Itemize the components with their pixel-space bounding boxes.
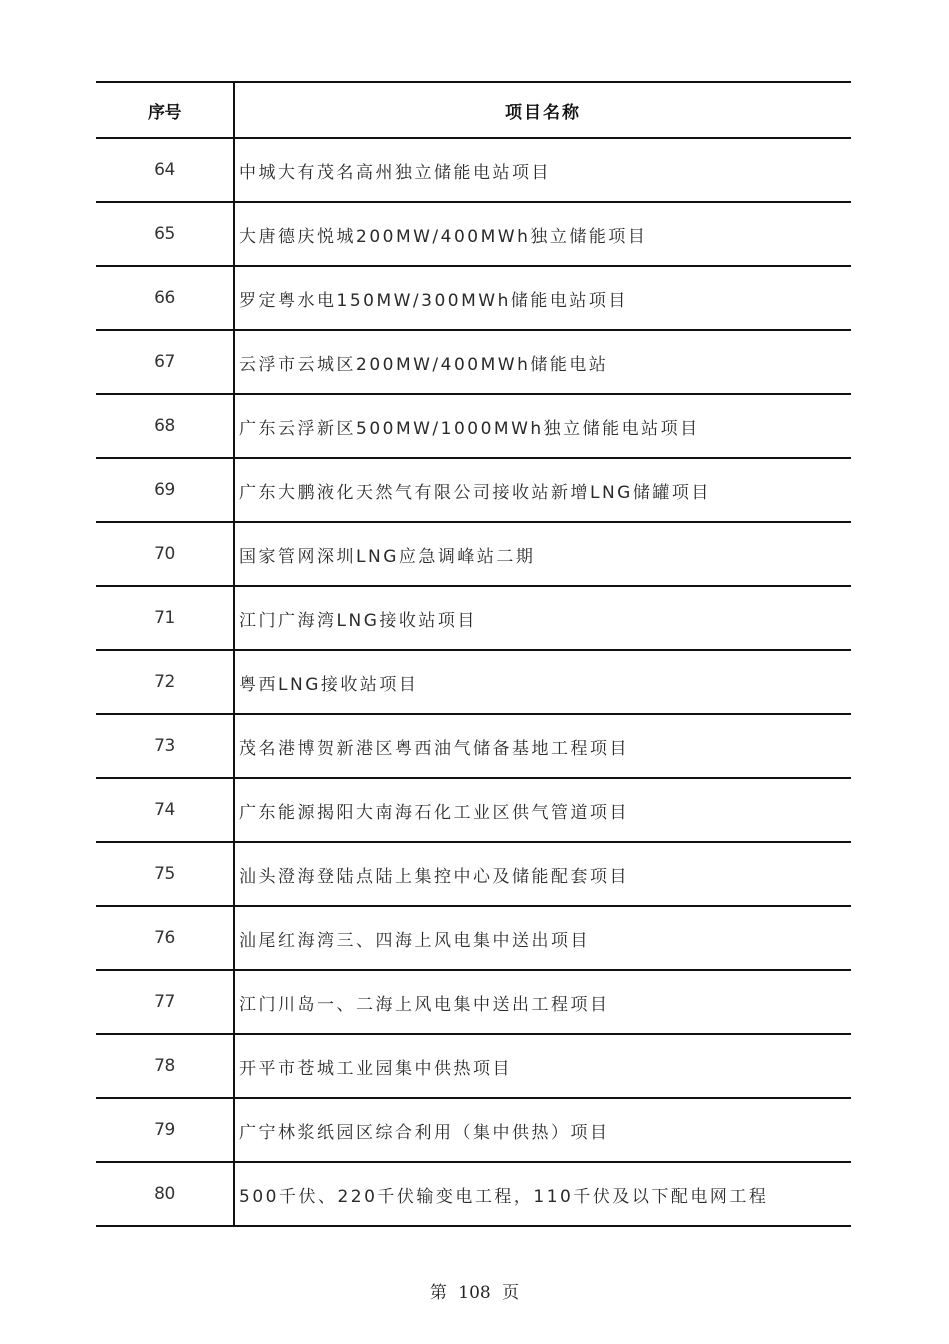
row-project-name: 广东能源揭阳大南海石化工业区供气管道项目 bbox=[239, 802, 629, 823]
table-row bbox=[96, 907, 851, 971]
header-number: 序号 bbox=[96, 83, 235, 137]
table-header-row bbox=[96, 83, 851, 139]
row-number: 64 bbox=[96, 139, 235, 201]
row-project-name: 国家管网深圳LNG应急调峰站二期 bbox=[239, 546, 536, 567]
table-row bbox=[96, 971, 851, 1035]
row-number: 78 bbox=[96, 1035, 235, 1097]
table-row bbox=[96, 331, 851, 395]
row-project-name: 中城大有茂名高州独立储能电站项目 bbox=[239, 162, 551, 183]
row-number: 68 bbox=[96, 395, 235, 457]
table-row bbox=[96, 779, 851, 843]
row-number: 72 bbox=[96, 651, 235, 713]
row-number: 69 bbox=[96, 459, 235, 521]
table-row bbox=[96, 139, 851, 203]
row-project-name: 广东云浮新区500MW/1000MWh独立储能电站项目 bbox=[239, 418, 700, 439]
row-number: 73 bbox=[96, 715, 235, 777]
row-number: 77 bbox=[96, 971, 235, 1033]
row-project-name: 500千伏、220千伏输变电工程，110千伏及以下配电网工程 bbox=[239, 1186, 769, 1207]
row-number: 71 bbox=[96, 587, 235, 649]
table-row bbox=[96, 1035, 851, 1099]
table-row bbox=[96, 267, 851, 331]
header-project-name: 项目名称 bbox=[505, 102, 581, 123]
row-number: 75 bbox=[96, 843, 235, 905]
row-number: 67 bbox=[96, 331, 235, 393]
table-row bbox=[96, 459, 851, 523]
row-project-name: 开平市苍城工业园集中供热项目 bbox=[239, 1058, 512, 1079]
table-row bbox=[96, 715, 851, 779]
row-project-name: 粤西LNG接收站项目 bbox=[239, 674, 419, 695]
row-number: 74 bbox=[96, 779, 235, 841]
row-project-name: 江门广海湾LNG接收站项目 bbox=[239, 610, 477, 631]
table-row bbox=[96, 1163, 851, 1227]
table-row bbox=[96, 1099, 851, 1163]
row-project-name: 茂名港博贺新港区粤西油气储备基地工程项目 bbox=[239, 738, 629, 759]
row-project-name: 大唐德庆悦城200MW/400MWh独立储能项目 bbox=[239, 226, 648, 247]
table-row bbox=[96, 395, 851, 459]
row-number: 66 bbox=[96, 267, 235, 329]
project-table bbox=[96, 81, 851, 1227]
table-row bbox=[96, 587, 851, 651]
table-row bbox=[96, 203, 851, 267]
row-project-name: 广东大鹏液化天然气有限公司接收站新增LNG储罐项目 bbox=[239, 482, 711, 503]
table-row bbox=[96, 651, 851, 715]
row-project-name: 汕尾红海湾三、四海上风电集中送出项目 bbox=[239, 930, 590, 951]
row-project-name: 汕头澄海登陆点陆上集控中心及储能配套项目 bbox=[239, 866, 629, 887]
row-number: 80 bbox=[96, 1163, 235, 1225]
page-number: 第 108 页 bbox=[429, 1283, 520, 1303]
table-row bbox=[96, 523, 851, 587]
row-number: 70 bbox=[96, 523, 235, 585]
row-project-name: 江门川岛一、二海上风电集中送出工程项目 bbox=[239, 994, 610, 1015]
row-number: 76 bbox=[96, 907, 235, 969]
row-project-name: 广宁林浆纸园区综合利用（集中供热）项目 bbox=[239, 1122, 610, 1143]
row-number: 79 bbox=[96, 1099, 235, 1161]
row-project-name: 云浮市云城区200MW/400MWh储能电站 bbox=[239, 354, 609, 375]
row-project-name: 罗定粤水电150MW/300MWh储能电站项目 bbox=[239, 290, 628, 311]
table-row bbox=[96, 843, 851, 907]
row-number: 65 bbox=[96, 203, 235, 265]
